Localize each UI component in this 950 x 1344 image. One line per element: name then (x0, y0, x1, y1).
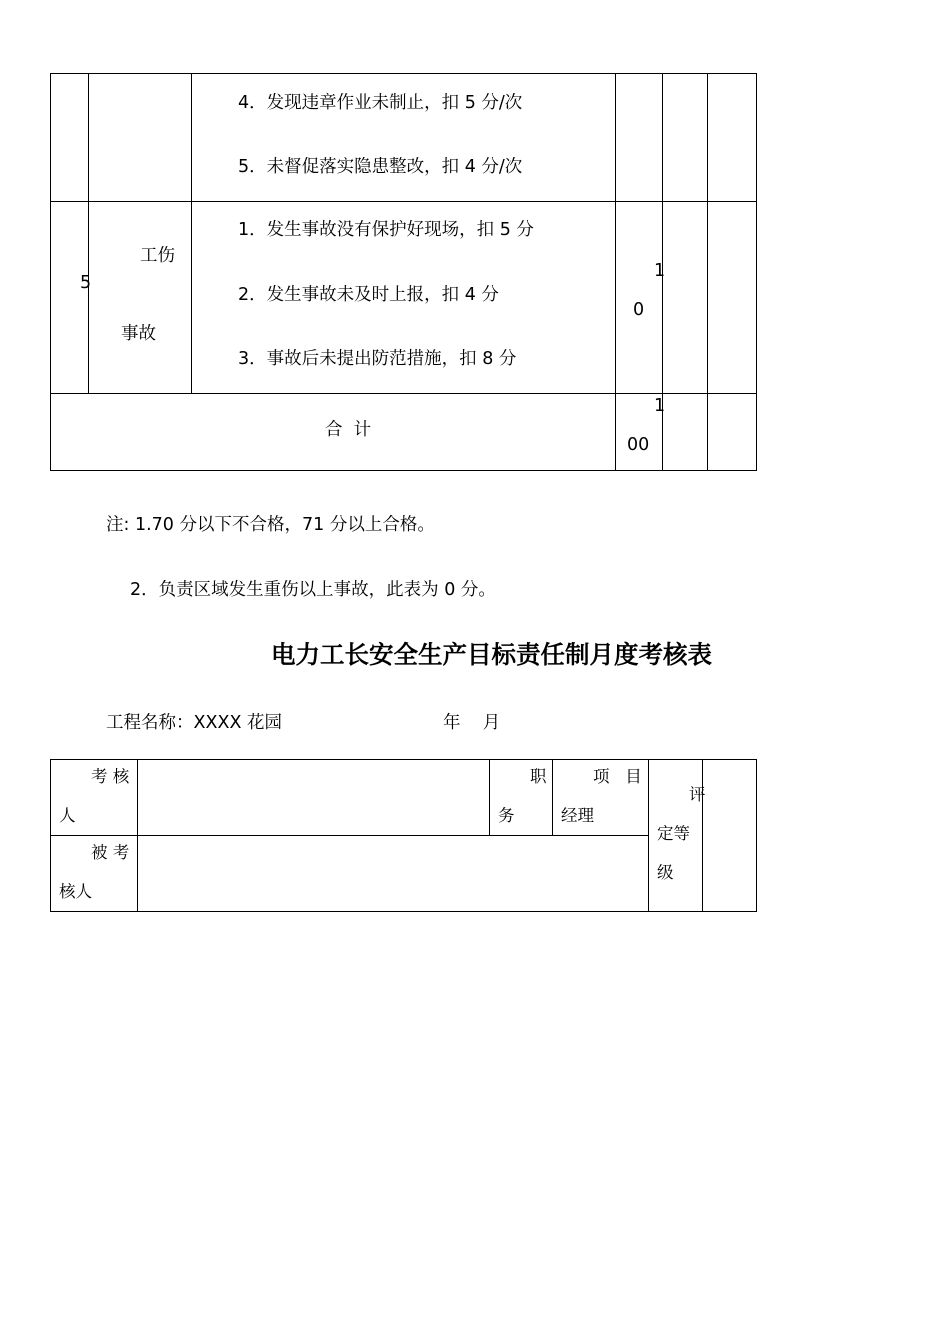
position-label: 职 (530, 767, 547, 786)
rating-field[interactable] (703, 760, 755, 911)
table-border-left (50, 73, 51, 471)
rating-label: 定等 (657, 824, 690, 843)
category-label: 事故 (121, 324, 156, 344)
date-label: 年 月 (443, 713, 501, 733)
examinee-label: 核人 (59, 882, 92, 901)
criteria-item: 3．事故后未提出防范措施，扣 8 分 (238, 349, 517, 369)
table-border-right (756, 73, 757, 471)
project-manager-label: 经理 (561, 806, 594, 825)
table-row-divider (50, 201, 757, 202)
note-line: 2．负责区域发生重伤以上事故，此表为 0 分。 (130, 580, 496, 600)
table-border-bottom (50, 470, 757, 471)
position-label: 务 (498, 806, 515, 825)
criteria-item: 1．发生事故没有保护好现场，扣 5 分 (238, 220, 534, 240)
rating-label: 级 (657, 863, 674, 882)
category-label: 工伤 (140, 246, 175, 266)
table-col-divider (191, 73, 192, 394)
table-col-divider (707, 73, 708, 471)
table-border-right (756, 759, 757, 912)
criteria-item: 5．未督促落实隐患整改，扣 4 分/次 (238, 157, 523, 177)
criteria-item: 4．发现违章作业未制止，扣 5 分/次 (238, 93, 523, 113)
table-col-divider (489, 759, 490, 836)
total-label: 合 计 (325, 420, 372, 440)
total-score: 00 (627, 435, 650, 455)
examiner-label: 人 (59, 806, 76, 825)
score-value: 0 (633, 300, 645, 320)
table-col-divider (648, 759, 649, 912)
row-number: 5 (80, 273, 92, 293)
rating-label: 评 (689, 785, 706, 804)
examiner-label: 考 核 (91, 767, 130, 786)
table-col-divider (88, 73, 89, 394)
project-name-label: 工程名称：XXXX 花园 (106, 713, 283, 733)
total-score: 1 (654, 396, 666, 416)
score-value: 1 (654, 261, 666, 281)
criteria-item: 2．发生事故未及时上报，扣 4 分 (238, 285, 499, 305)
table-col-divider (552, 759, 553, 836)
table-border-top (50, 73, 757, 74)
table-row-divider (50, 393, 757, 394)
examinee-label: 被 考 (91, 843, 130, 862)
table-border-bottom (50, 911, 757, 912)
project-manager-label: 项 目 (593, 767, 642, 786)
page-title: 电力工长安全生产目标责任制月度考核表 (271, 640, 712, 669)
note-line: 注: 1.70 分以下不合格，71 分以上合格。 (106, 515, 435, 535)
table-col-divider (615, 73, 616, 471)
table-border-left (50, 759, 51, 912)
examiner-field[interactable] (138, 760, 488, 835)
examinee-field[interactable] (138, 836, 647, 911)
